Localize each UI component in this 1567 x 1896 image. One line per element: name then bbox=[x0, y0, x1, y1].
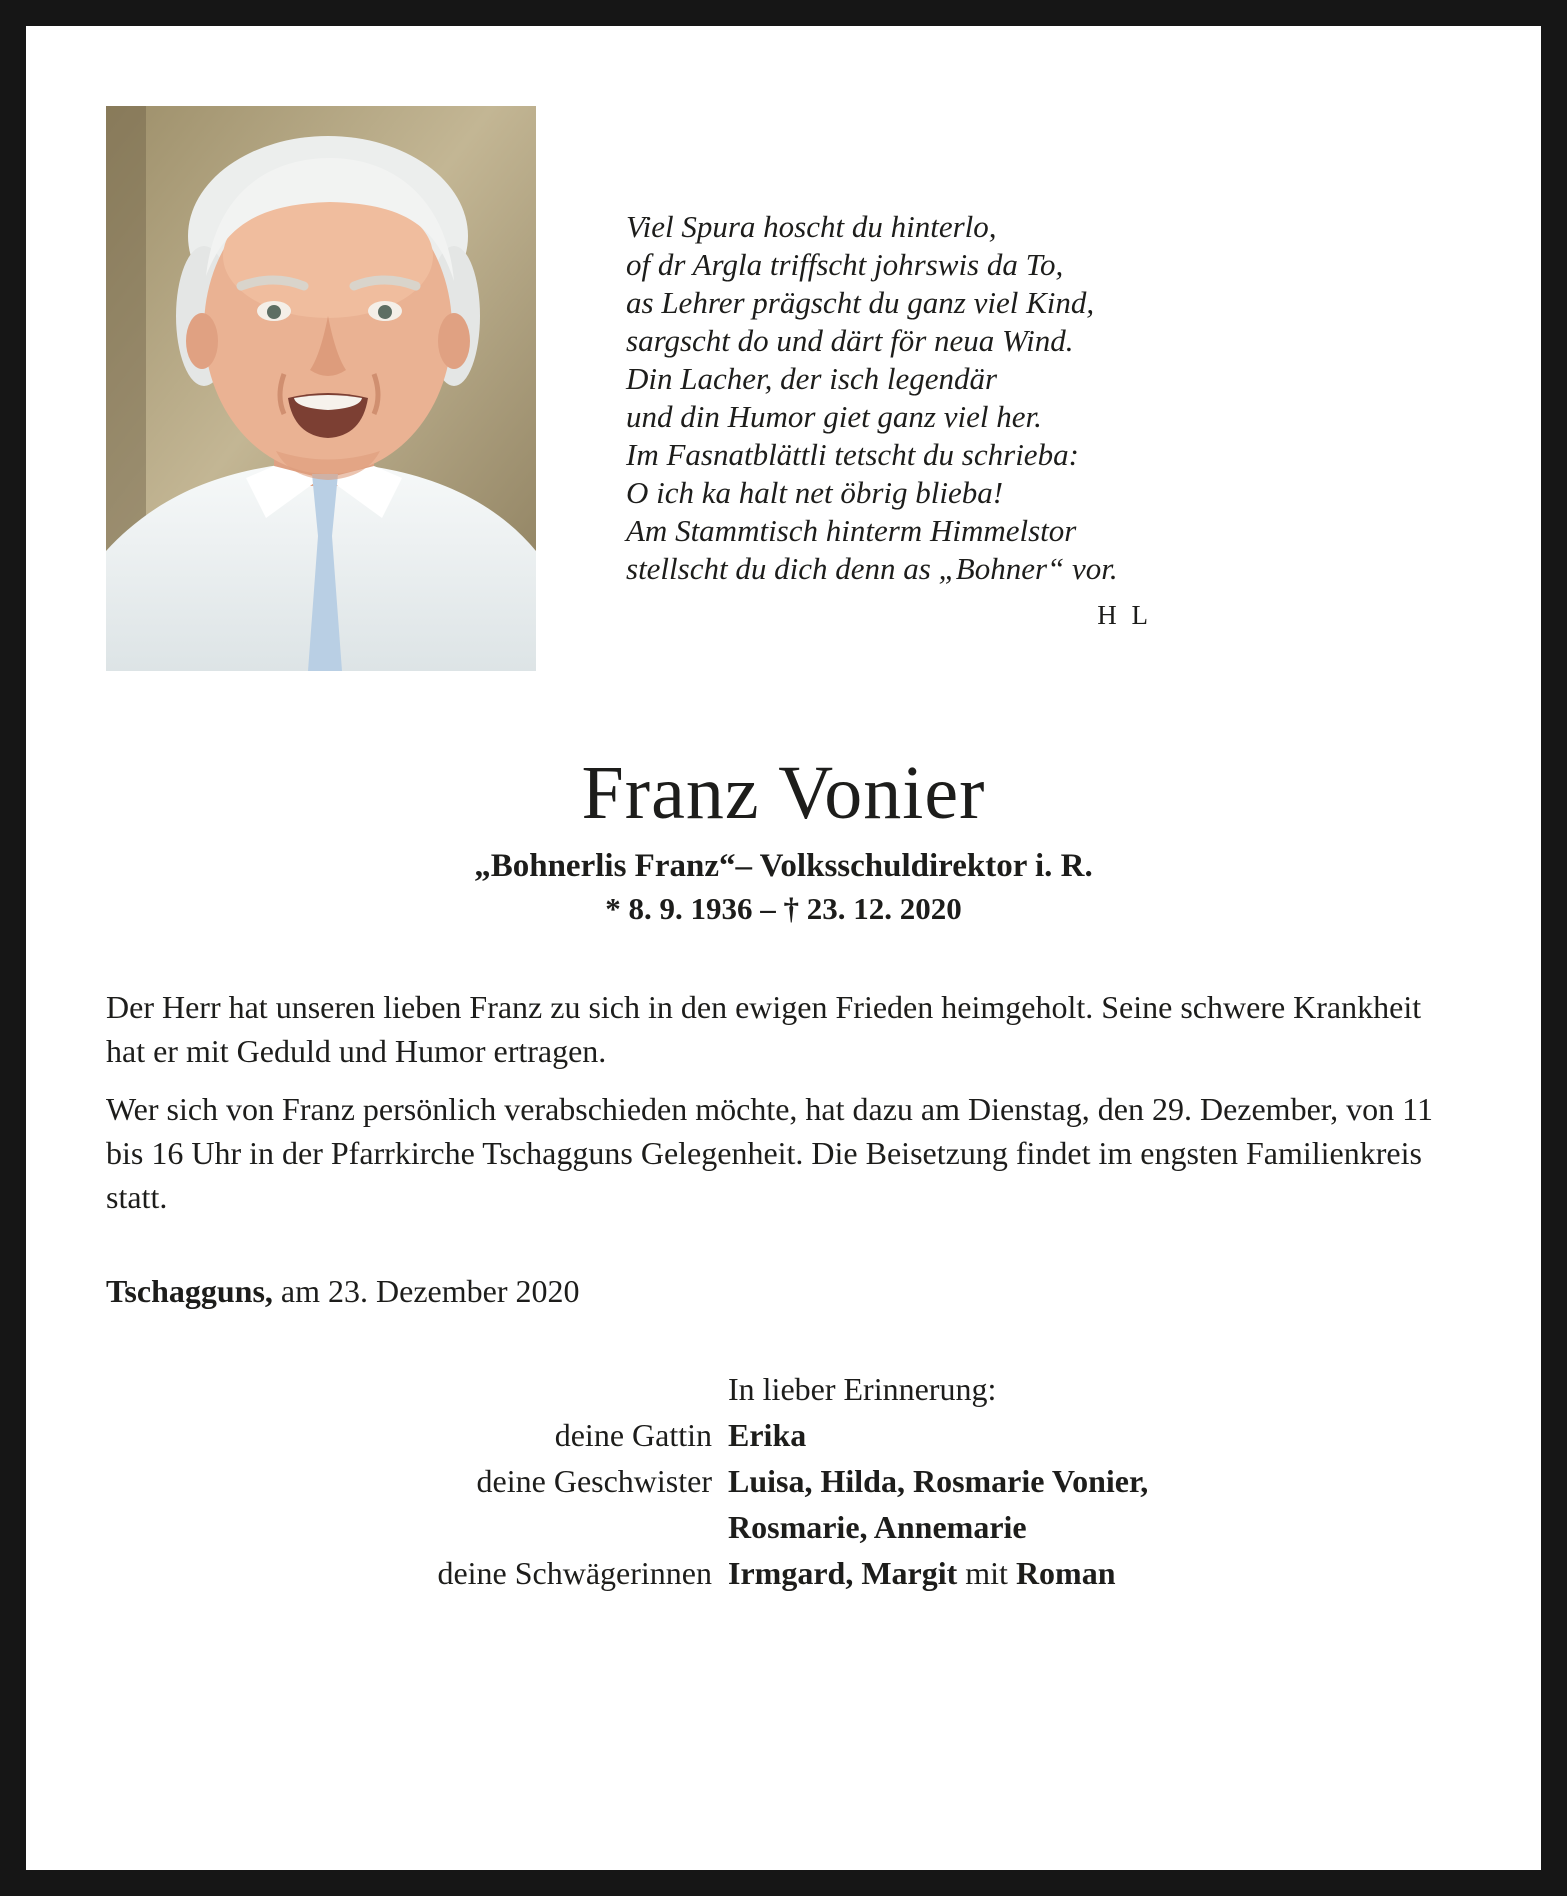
relation-label-schwaegerinnen: deine Schwägerinnen bbox=[437, 1554, 712, 1591]
relation-names-gattin: Erika bbox=[728, 1416, 807, 1453]
poem-line: of dr Argla triffscht johrswis da To, bbox=[626, 247, 1064, 282]
deceased-name: Franz Vonier bbox=[581, 751, 986, 835]
remembrance-spacer bbox=[106, 1366, 712, 1412]
names-bold-2: Roman bbox=[1015, 1554, 1116, 1591]
portrait-illustration bbox=[106, 106, 536, 671]
poem-line: Din Lacher, der isch legendär bbox=[626, 361, 998, 396]
poem-line: O ich ka halt net öbrig blieba! bbox=[626, 475, 1004, 510]
names-bold-1: Irmgard, Margit bbox=[728, 1554, 958, 1591]
poem-line: und din Humor giet ganz viel her. bbox=[626, 399, 1042, 434]
poem-attribution: H L bbox=[1097, 600, 1152, 630]
top-section bbox=[26, 26, 1541, 706]
poem-line: as Lehrer prägscht du ganz viel Kind, bbox=[626, 285, 1095, 320]
relation-names-geschwister-1: Luisa, Hilda, Rosmarie Vonier, bbox=[728, 1462, 1149, 1499]
poem-line: Viel Spura hoscht du hinterlo, bbox=[626, 209, 997, 244]
dateline-date: am 23. Dezember 2020 bbox=[272, 1272, 580, 1309]
names-connector: mit bbox=[957, 1554, 1016, 1591]
poem-line: sargscht do und därt för neua Wind. bbox=[626, 323, 1074, 358]
remembrance-title: In lieber Erinnerung: bbox=[728, 1370, 997, 1407]
dateline bbox=[106, 1273, 1461, 1310]
relation-label-geschwister: deine Geschwister bbox=[476, 1462, 712, 1499]
relation-label-empty bbox=[106, 1504, 712, 1550]
remembrance-section bbox=[106, 1366, 1461, 1596]
remembrance-grid bbox=[106, 1366, 1461, 1596]
announcement-paragraph-2: Wer sich von Franz persönlich verabschieden möchte, hat dazu am Dienstag, den 29. Dezember, von 11 bis 16 Uhr in der Pfarrkirche Tschagguns Gelegenheit. Die Beisetzung findet im engsten Familienkreis statt. bbox=[106, 1090, 1433, 1215]
poem-line: Im Fasnatblättli tetscht du schrieba: bbox=[626, 437, 1079, 472]
relation-names-schwaegerinnen bbox=[728, 1550, 1461, 1596]
relation-label-gattin: deine Gattin bbox=[554, 1416, 712, 1453]
dialect-poem bbox=[626, 208, 1156, 634]
relation-names-geschwister-2: Rosmarie, Annemarie bbox=[728, 1508, 1027, 1545]
deceased-dates: * 8. 9. 1936 – † 23. 12. 2020 bbox=[605, 890, 962, 926]
portrait-photo bbox=[106, 106, 536, 671]
deceased-subtitle: „Bohnerlis Franz“– Volksschuldirektor i. R. bbox=[474, 847, 1093, 884]
name-block bbox=[26, 751, 1541, 927]
announcement-text bbox=[106, 985, 1461, 1219]
poem-line: Am Stammtisch hinterm Himmelstor bbox=[626, 513, 1077, 548]
poem-line: stellscht du dich denn as „Bohner“ vor. bbox=[626, 551, 1118, 586]
announcement-paragraph-1: Der Herr hat unseren lieben Franz zu sich in den ewigen Frieden heimgeholt. Seine schwere Krankheit hat er mit Geduld und Humor ertragen. bbox=[106, 988, 1422, 1069]
dateline-place: Tschagguns, bbox=[106, 1272, 273, 1309]
